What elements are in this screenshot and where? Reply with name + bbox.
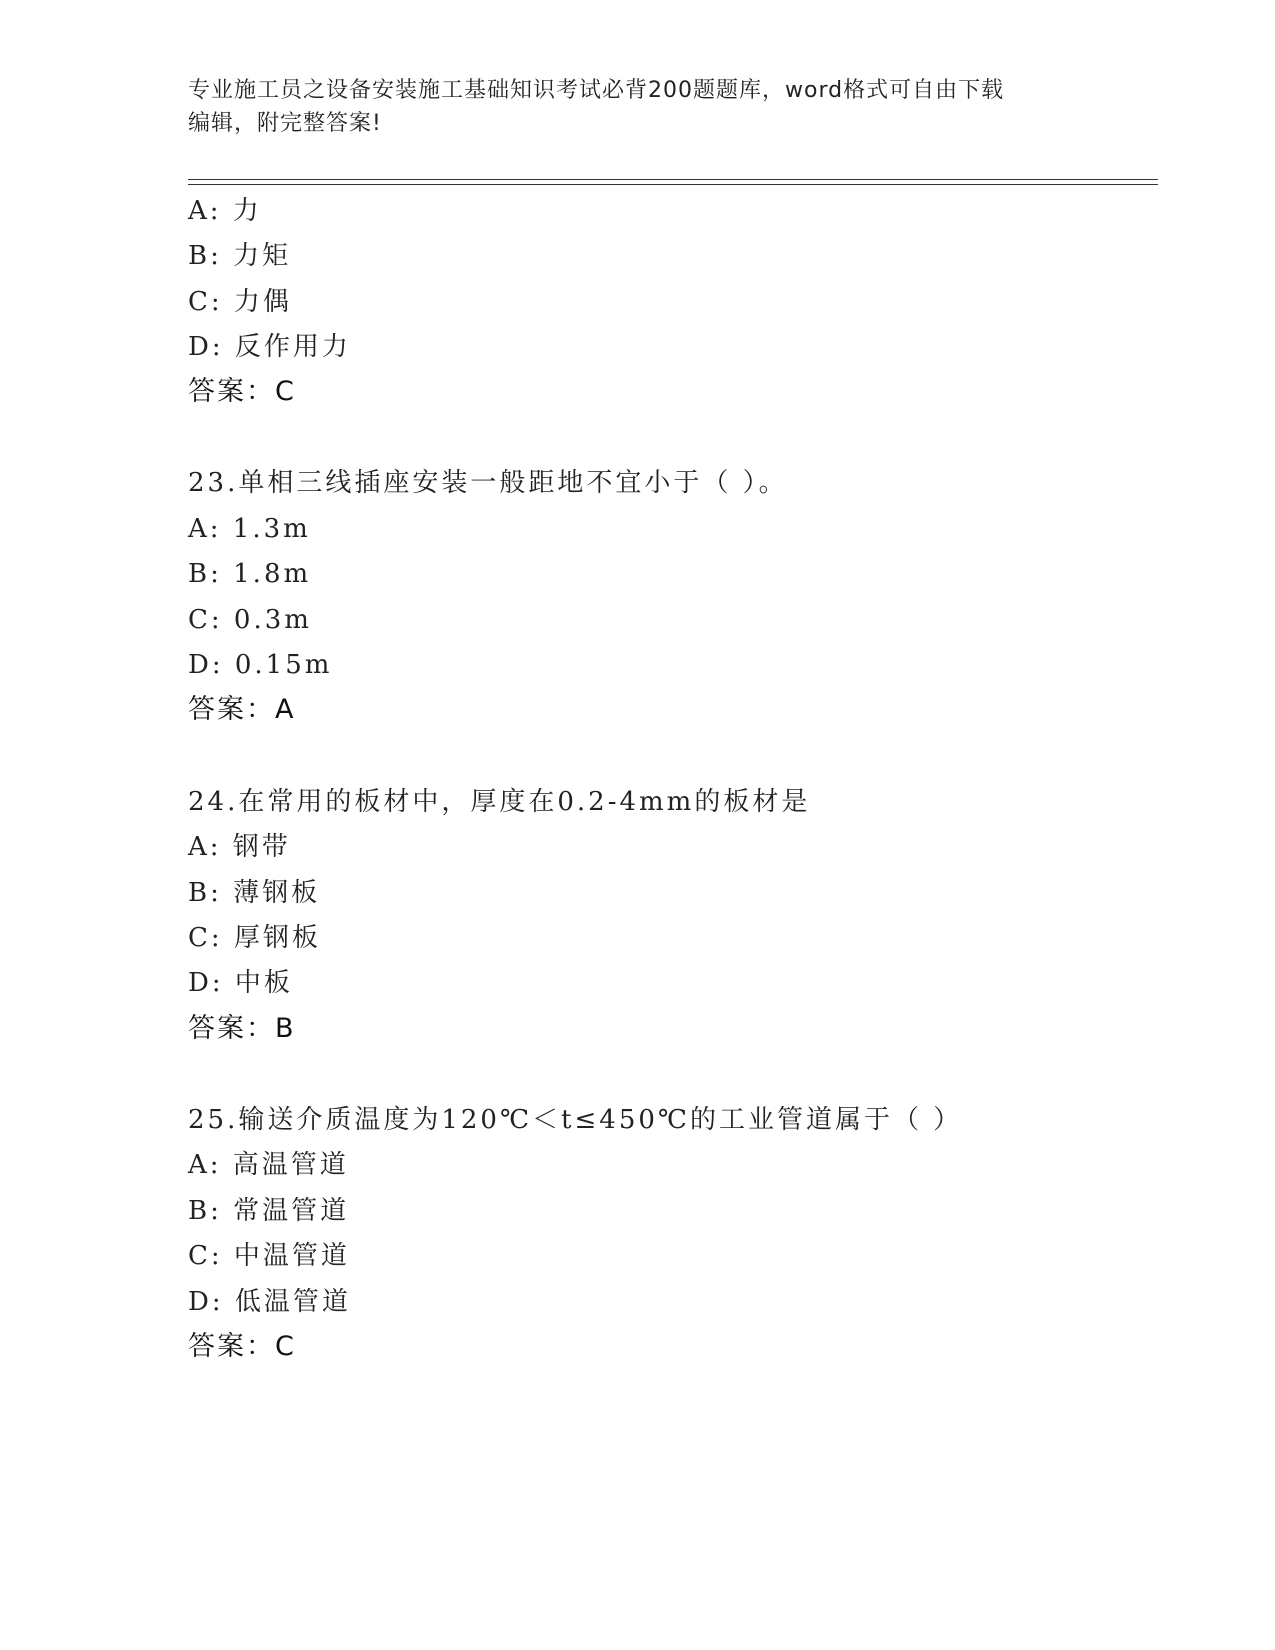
q23-option-c: C: 0.3m [188, 605, 312, 635]
q23-option-a: A: 1.3m [188, 514, 311, 544]
q25-question: 25.输送介质温度为120℃＜t≤450℃的工业管道属于（ ） [188, 1105, 963, 1135]
header-divider-top [188, 179, 1158, 180]
q25-option-b: B: 常温管道 [188, 1196, 350, 1226]
q23-question: 23.单相三线插座安装一般距地不宜小于（ ）。 [188, 468, 788, 498]
q24-option-c: C: 厚钢板 [188, 923, 321, 953]
q22-answer: 答案：C [188, 376, 296, 407]
q23-option-d: D: 0.15m [188, 650, 333, 680]
q22-option-a: A: 力 [188, 196, 262, 226]
q24-answer: 答案：B [188, 1013, 296, 1044]
q24-option-d: D: 中板 [188, 968, 293, 998]
q22-option-d: D: 反作用力 [188, 332, 351, 362]
q22-option-c: C: 力偶 [188, 287, 292, 317]
q25-answer: 答案：C [188, 1331, 296, 1362]
q25-option-c: C: 中温管道 [188, 1241, 350, 1271]
q24-option-b: B: 薄钢板 [188, 878, 321, 908]
q22-option-b: B: 力矩 [188, 241, 292, 271]
q25-option-d: D: 低温管道 [188, 1287, 351, 1317]
q24-option-a: A: 钢带 [188, 832, 291, 862]
document-header [188, 74, 1088, 140]
header-title-line2: 编辑，附完整答案! [188, 111, 382, 136]
q23-option-b: B: 1.8m [188, 559, 312, 589]
header-divider-bottom [188, 184, 1158, 185]
q25-option-a: A: 高温管道 [188, 1150, 349, 1180]
header-title-line1: 专业施工员之设备安装施工基础知识考试必背200题题库，word格式可自由下载 [188, 78, 1005, 103]
q24-question: 24.在常用的板材中，厚度在0.2-4mm的板材是 [188, 787, 811, 817]
q23-answer: 答案：A [188, 694, 296, 725]
